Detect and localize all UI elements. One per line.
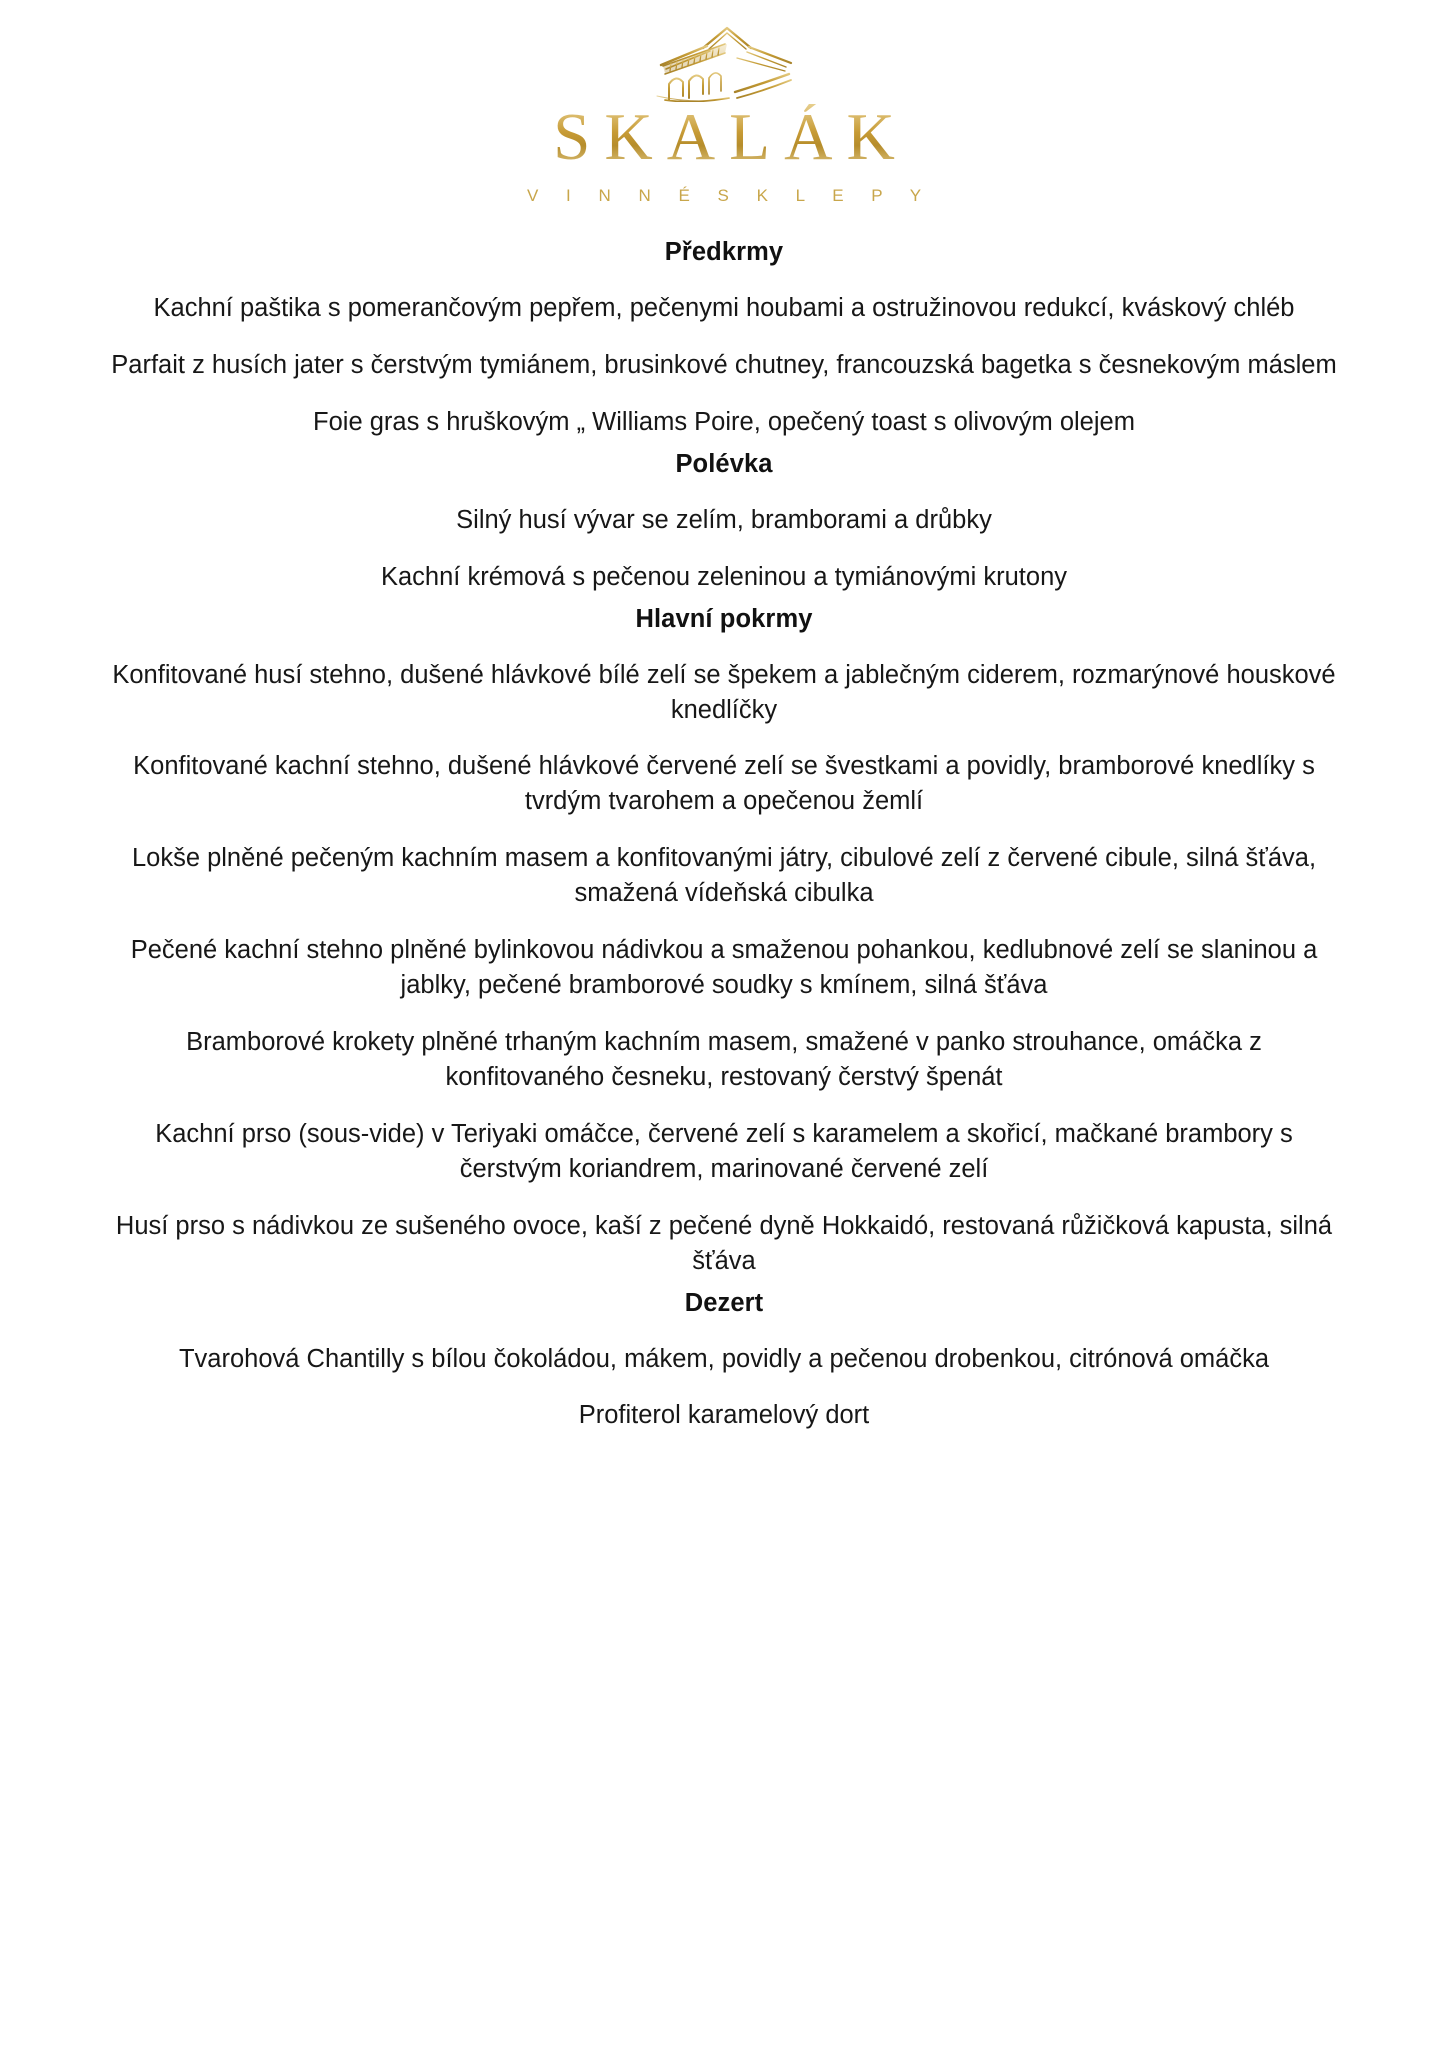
- menu-item-list: [74, 481, 1374, 595]
- menu-section: [74, 1279, 1374, 1434]
- menu-item: Bramborové krokety plněné trhaným kachním masem, smažené v panko strouhance, omáčka z konfitovaného česneku, restovaný čerstvý špenát: [186, 1027, 1262, 1091]
- section-heading: Dezert: [684, 1288, 764, 1317]
- menu-item: Husí prso s nádivkou ze sušeného ovoce, kaší z pečené dyně Hokkaidó, restovaná růžičková kapusta, silná šťáva: [115, 1211, 1333, 1275]
- menu-item: Kachní prso (sous-vide) v Teriyaki omáčce, červené zelí s karamelem a skořicí, mačkané brambory s čerstvým koriandrem, marinované červené zelí: [155, 1119, 1293, 1183]
- menu-item: Konfitované kachní stehno, dušené hlávkové červené zelí se švestkami a povidly, bramborové knedlíky s tvrdým tvarohem a opečenou žemlí: [133, 752, 1315, 816]
- menu-item: Profiterol karamelový dort: [578, 1401, 870, 1430]
- menu-item: Parfait z husích jater s čerstvým tymiánem, brusinkové chutney, francouzská bagetka s česnekovým máslem: [111, 350, 1337, 379]
- menu-content: [74, 238, 1374, 1433]
- menu-item: Kachní paštika s pomerančovým pepřem, pečenymi houbami a ostružinovou redukcí, kváskový chléb: [153, 294, 1295, 322]
- menu-item: Foie gras s hruškovým „ Williams Poire, opečený toast s olivovým olejem: [313, 407, 1135, 436]
- brand-header: [74, 0, 1374, 212]
- menu-item: Kachní krémová s pečenou zeleninou a tymiánovými krutony: [380, 562, 1068, 591]
- menu-section: [74, 595, 1374, 1279]
- menu-item-list: [74, 269, 1374, 440]
- menu-item-list: [74, 636, 1374, 1279]
- menu-item: Tvarohová Chantilly s bílou čokoládou, mákem, povidly a pečenou drobenkou, citrónová omáčka: [178, 1344, 1270, 1373]
- menu-item: Pečené kachní stehno plněné bylinkovou nádivkou a smaženou pohankou, kedlubnové zelí se slaninou a jablky, pečené bramborové soudky s kmínem, silná šťáva: [130, 936, 1318, 1000]
- brand-wordmark: SKALÁK: [74, 104, 1374, 171]
- wine-cellar-building-icon: [639, 22, 809, 102]
- menu-item: Silný husí vývar se zelím, bramborami a drůbky: [456, 505, 992, 534]
- brand-tagline: V I N N É S K L E P Y: [526, 186, 933, 205]
- section-heading: Hlavní pokrmy: [635, 604, 813, 633]
- menu-item: Lokše plněné pečeným kachním masem a konfitovanými játry, cibulové zelí z červené cibule, silná šťáva, smažená vídeňská cibulka: [131, 844, 1317, 908]
- section-heading: Polévka: [675, 449, 773, 478]
- section-heading: Předkrmy: [664, 238, 784, 266]
- menu-item-list: [74, 1320, 1374, 1434]
- menu-section: [74, 440, 1374, 595]
- menu-item: Konfitované husí stehno, dušené hlávkové bílé zelí se špekem a jablečným ciderem, rozmarýnové houskové knedlíčky: [112, 660, 1336, 724]
- menu-section: [74, 238, 1374, 440]
